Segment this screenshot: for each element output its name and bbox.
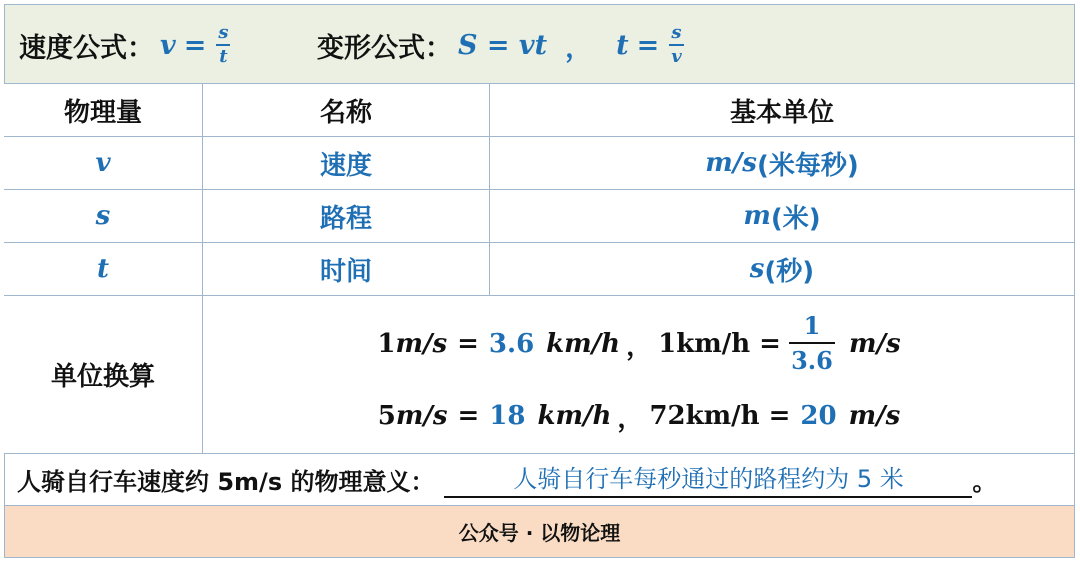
transform-formula-1: S = vt: [458, 29, 548, 61]
conv-1-fraction: [789, 310, 835, 378]
table-row-1-unit-cn: (米每秒): [756, 150, 859, 181]
transform-formula-2-eq: =: [636, 29, 660, 61]
conversion-label: 单位换算: [4, 296, 203, 454]
header-cell-unit: 基本单位: [490, 84, 1075, 137]
conv-2-num: 5: [377, 401, 396, 431]
meaning-suffix: 。: [972, 468, 997, 496]
transform-separator: ，: [565, 32, 593, 64]
conv-1-ms: m/s: [848, 329, 901, 359]
transform-formula: [317, 5, 686, 85]
table-row-3-unit: [490, 243, 1075, 296]
conv-1-num: 1: [377, 329, 396, 359]
speed-formula-fraction: [216, 22, 230, 68]
table-row-2-unit: [490, 190, 1075, 243]
speed-formula-denominator: t: [219, 46, 228, 67]
conv-1-fraction-den: 3.6: [791, 346, 833, 375]
table-row-2-unit-symbol: m: [743, 201, 771, 231]
speed-formula-eq: =: [183, 29, 207, 61]
conv-2-eq: =: [457, 401, 480, 431]
conv-1-sep: ，: [626, 331, 653, 362]
conv-1-kmh-eq: 1km/h =: [658, 329, 781, 359]
transform-formula-2-lhs: t: [616, 29, 629, 61]
conv-2-ms: m/s: [848, 401, 901, 431]
header-cell-quantity: 物理量: [4, 84, 203, 137]
table-row-3-unit-symbol: s: [749, 254, 765, 284]
table-row-1-symbol: v: [4, 137, 203, 190]
table-row-3-unit-cn: (秒): [764, 256, 815, 287]
conv-2-value: 18: [489, 401, 526, 431]
transform-formula-2-numerator: s: [671, 22, 682, 43]
conv-1-unit: m/s: [395, 329, 448, 359]
conv-2-sep: ，: [617, 403, 644, 434]
table-row-1-unit-symbol: m/s: [705, 148, 757, 178]
conv-1-kmh: km/h: [546, 329, 621, 359]
conv-1-fraction-num: 1: [803, 311, 821, 340]
table-row-2-name: 路程: [203, 190, 490, 243]
speed-formula: [19, 5, 232, 85]
speed-formula-lhs: v: [160, 29, 176, 61]
table-row-1-unit: [490, 137, 1075, 190]
conversion-line-2: [203, 394, 1075, 438]
physical-meaning-row: [4, 454, 1075, 506]
table-row-1-name: 速度: [203, 137, 490, 190]
conv-1-eq: =: [457, 329, 479, 359]
speed-formula-label: 速度公式：: [19, 32, 154, 64]
transform-formula-2-denominator: v: [671, 46, 682, 67]
table-row-3-symbol: t: [4, 243, 203, 296]
transform-formula-label: 变形公式：: [317, 32, 452, 64]
speed-formula-numerator: s: [218, 22, 229, 43]
footer-credit: 公众号 · 以物论理: [4, 506, 1075, 558]
conv-2-kmh-eq: 72km/h =: [649, 401, 791, 431]
meaning-answer: 人骑自行车每秒通过的路程约为 5 米: [444, 462, 972, 498]
table-row-2-symbol: s: [4, 190, 203, 243]
header-cell-name: 名称: [203, 84, 490, 137]
formula-header: [4, 4, 1075, 84]
conversion-content: [203, 296, 1075, 454]
table-row-2-unit-cn: (米): [770, 203, 821, 234]
conv-2-kmh: km/h: [537, 401, 612, 431]
transform-formula-2-fraction: [669, 22, 683, 68]
meaning-prefix: 人骑自行车速度约 5m/s 的物理意义：: [17, 468, 435, 496]
conv-2-unit: m/s: [395, 401, 448, 431]
table-row-3-name: 时间: [203, 243, 490, 296]
conv-2-value2: 20: [800, 401, 837, 431]
conversion-line-1: [203, 304, 1075, 384]
conv-1-value: 3.6: [488, 329, 535, 359]
